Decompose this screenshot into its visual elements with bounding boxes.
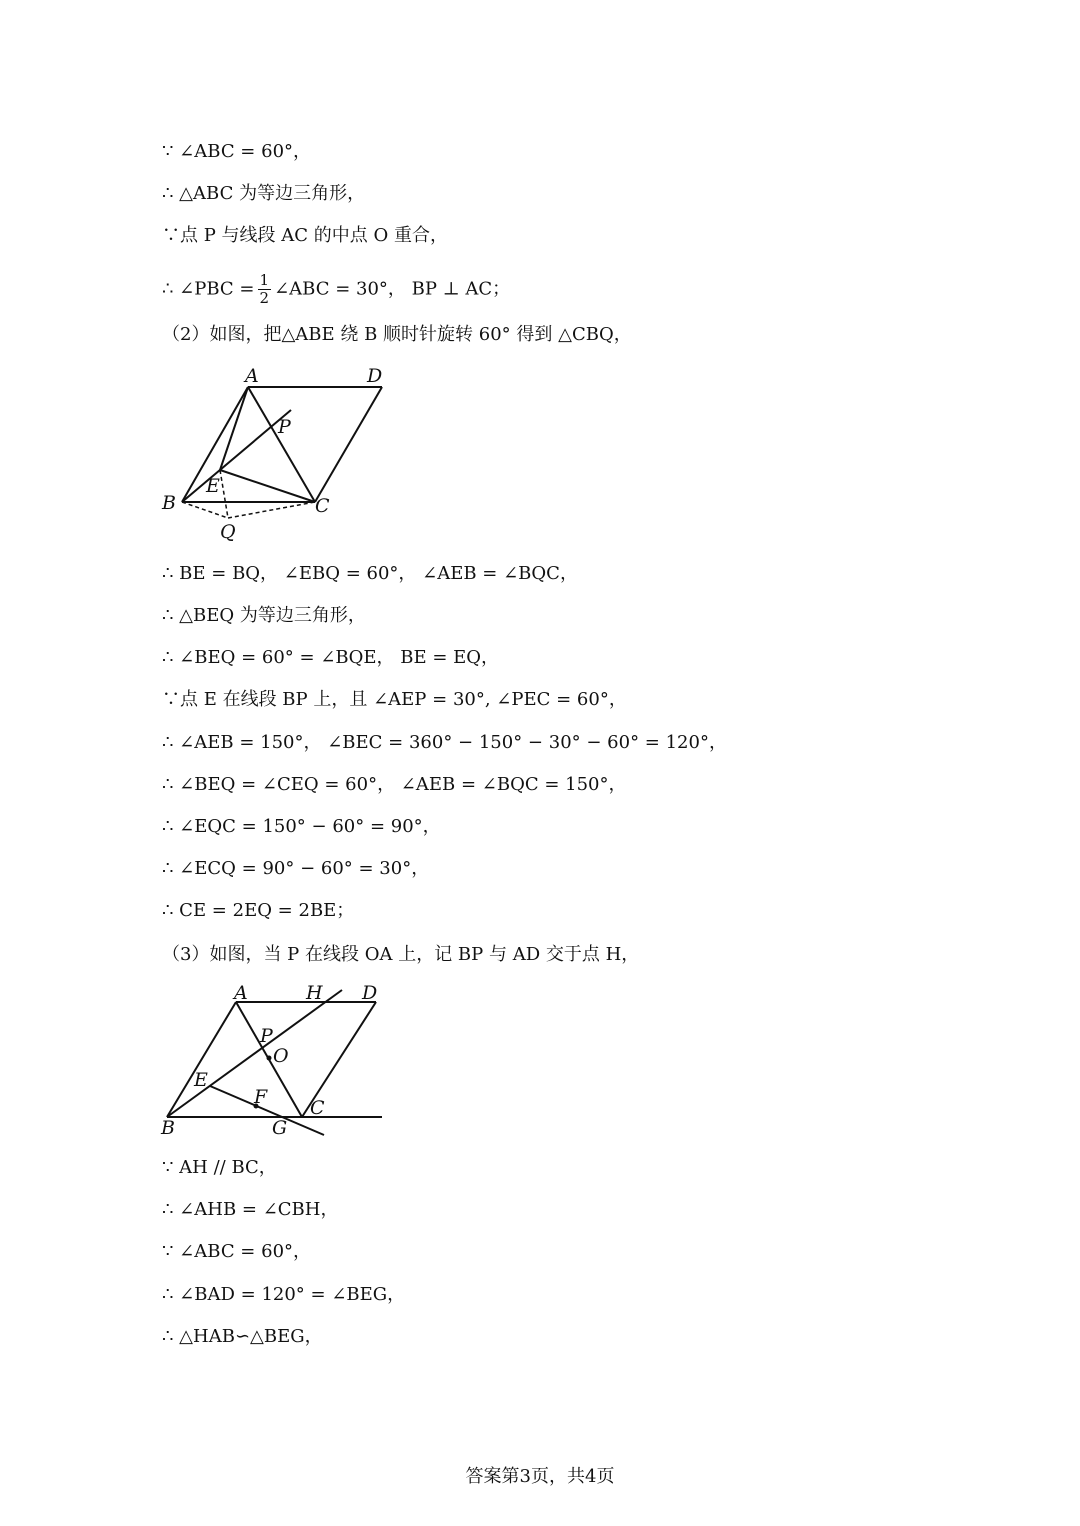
text-line-14: ∴ CE = 2EQ = 2BE； <box>162 900 355 921</box>
page-footer: 答案第3页，共4页 <box>465 1466 615 1487</box>
figure-1-geometry <box>150 360 410 550</box>
part-3-heading: （3）如图，当 P 在线段 OA 上，记 BP 与 AD 交于点 H， <box>162 944 640 965</box>
label-C: C <box>310 1097 325 1119</box>
label-G: G <box>272 1117 288 1139</box>
text-line-13: ∴ ∠ECQ = 90° − 60° = 30°， <box>162 858 430 879</box>
label-D: D <box>367 365 383 387</box>
text-line-1: ∵ ∠ABC = 60°， <box>162 141 312 162</box>
text-line-16: ∵ AH // BC， <box>162 1157 277 1178</box>
label-H: H <box>306 982 323 1004</box>
label-C: C <box>315 495 330 517</box>
label-Q: Q <box>220 521 236 543</box>
text-line-4 <box>162 272 510 307</box>
label-A: A <box>234 982 248 1004</box>
dashed-BQ <box>182 502 228 518</box>
text-line-6: ∴ BE = BQ， ∠EBQ = 60°， ∠AEB = ∠BQC， <box>162 563 578 584</box>
figure-2-geometry <box>150 980 400 1140</box>
dashed-QC <box>228 502 315 518</box>
text-line-8: ∴ ∠BEQ = 60° = ∠BQE， BE = EQ， <box>162 647 500 668</box>
text-line-4-tail: ∠ABC = 30°， BP ⊥ AC； <box>274 278 511 300</box>
segment-EC <box>220 470 315 502</box>
segment-AC <box>248 387 315 502</box>
text-line-17: ∴ ∠AHB = ∠CBH， <box>162 1199 339 1220</box>
dashed-EQ <box>220 470 228 518</box>
text-line-18: ∵ ∠ABC = 60°， <box>162 1241 312 1262</box>
label-B: B <box>161 1117 175 1139</box>
label-A: A <box>245 365 259 387</box>
text-line-10: ∴ ∠AEB = 150°， ∠BEC = 360° − 150° − 30° − 60° = 120°， <box>162 732 727 753</box>
segment-DC <box>315 387 382 502</box>
text-line-4-lead: ∴ ∠PBC = <box>162 278 255 300</box>
text-line-20: ∴ △HAB∽△BEG， <box>162 1326 323 1347</box>
text-line-12: ∴ ∠EQC = 150° − 60° = 90°， <box>162 816 441 837</box>
text-line-19: ∴ ∠BAD = 120° = ∠BEG， <box>162 1284 406 1305</box>
label-P: P <box>278 416 291 438</box>
label-P: P <box>260 1025 273 1047</box>
label-B: B <box>162 492 176 514</box>
label-D: D <box>362 982 378 1004</box>
text-line-3: ∵点 P 与线段 AC 的中点 O 重合， <box>162 225 448 246</box>
text-line-2: ∴ △ABC 为等边三角形， <box>162 183 366 204</box>
fraction-denominator: 2 <box>259 289 270 307</box>
text-line-7: ∴ △BEQ 为等边三角形， <box>162 605 366 626</box>
text-line-11: ∴ ∠BEQ = ∠CEQ = 60°， ∠AEB = ∠BQC = 150°， <box>162 774 627 795</box>
fraction-one-half <box>258 272 272 307</box>
label-F: F <box>254 1086 268 1108</box>
fraction-numerator: 1 <box>259 271 270 289</box>
label-E: E <box>194 1069 208 1091</box>
text-line-9: ∵点 E 在线段 BP 上，且 ∠AEP = 30°, ∠PEC = 60°， <box>162 689 627 710</box>
point-O <box>267 1056 272 1061</box>
label-O: O <box>273 1045 289 1067</box>
label-E: E <box>206 475 220 497</box>
part-2-heading: （2）如图，把△ABE 绕 B 顺时针旋转 60° 得到 △CBQ， <box>162 324 632 345</box>
segment-BA <box>167 1002 236 1117</box>
